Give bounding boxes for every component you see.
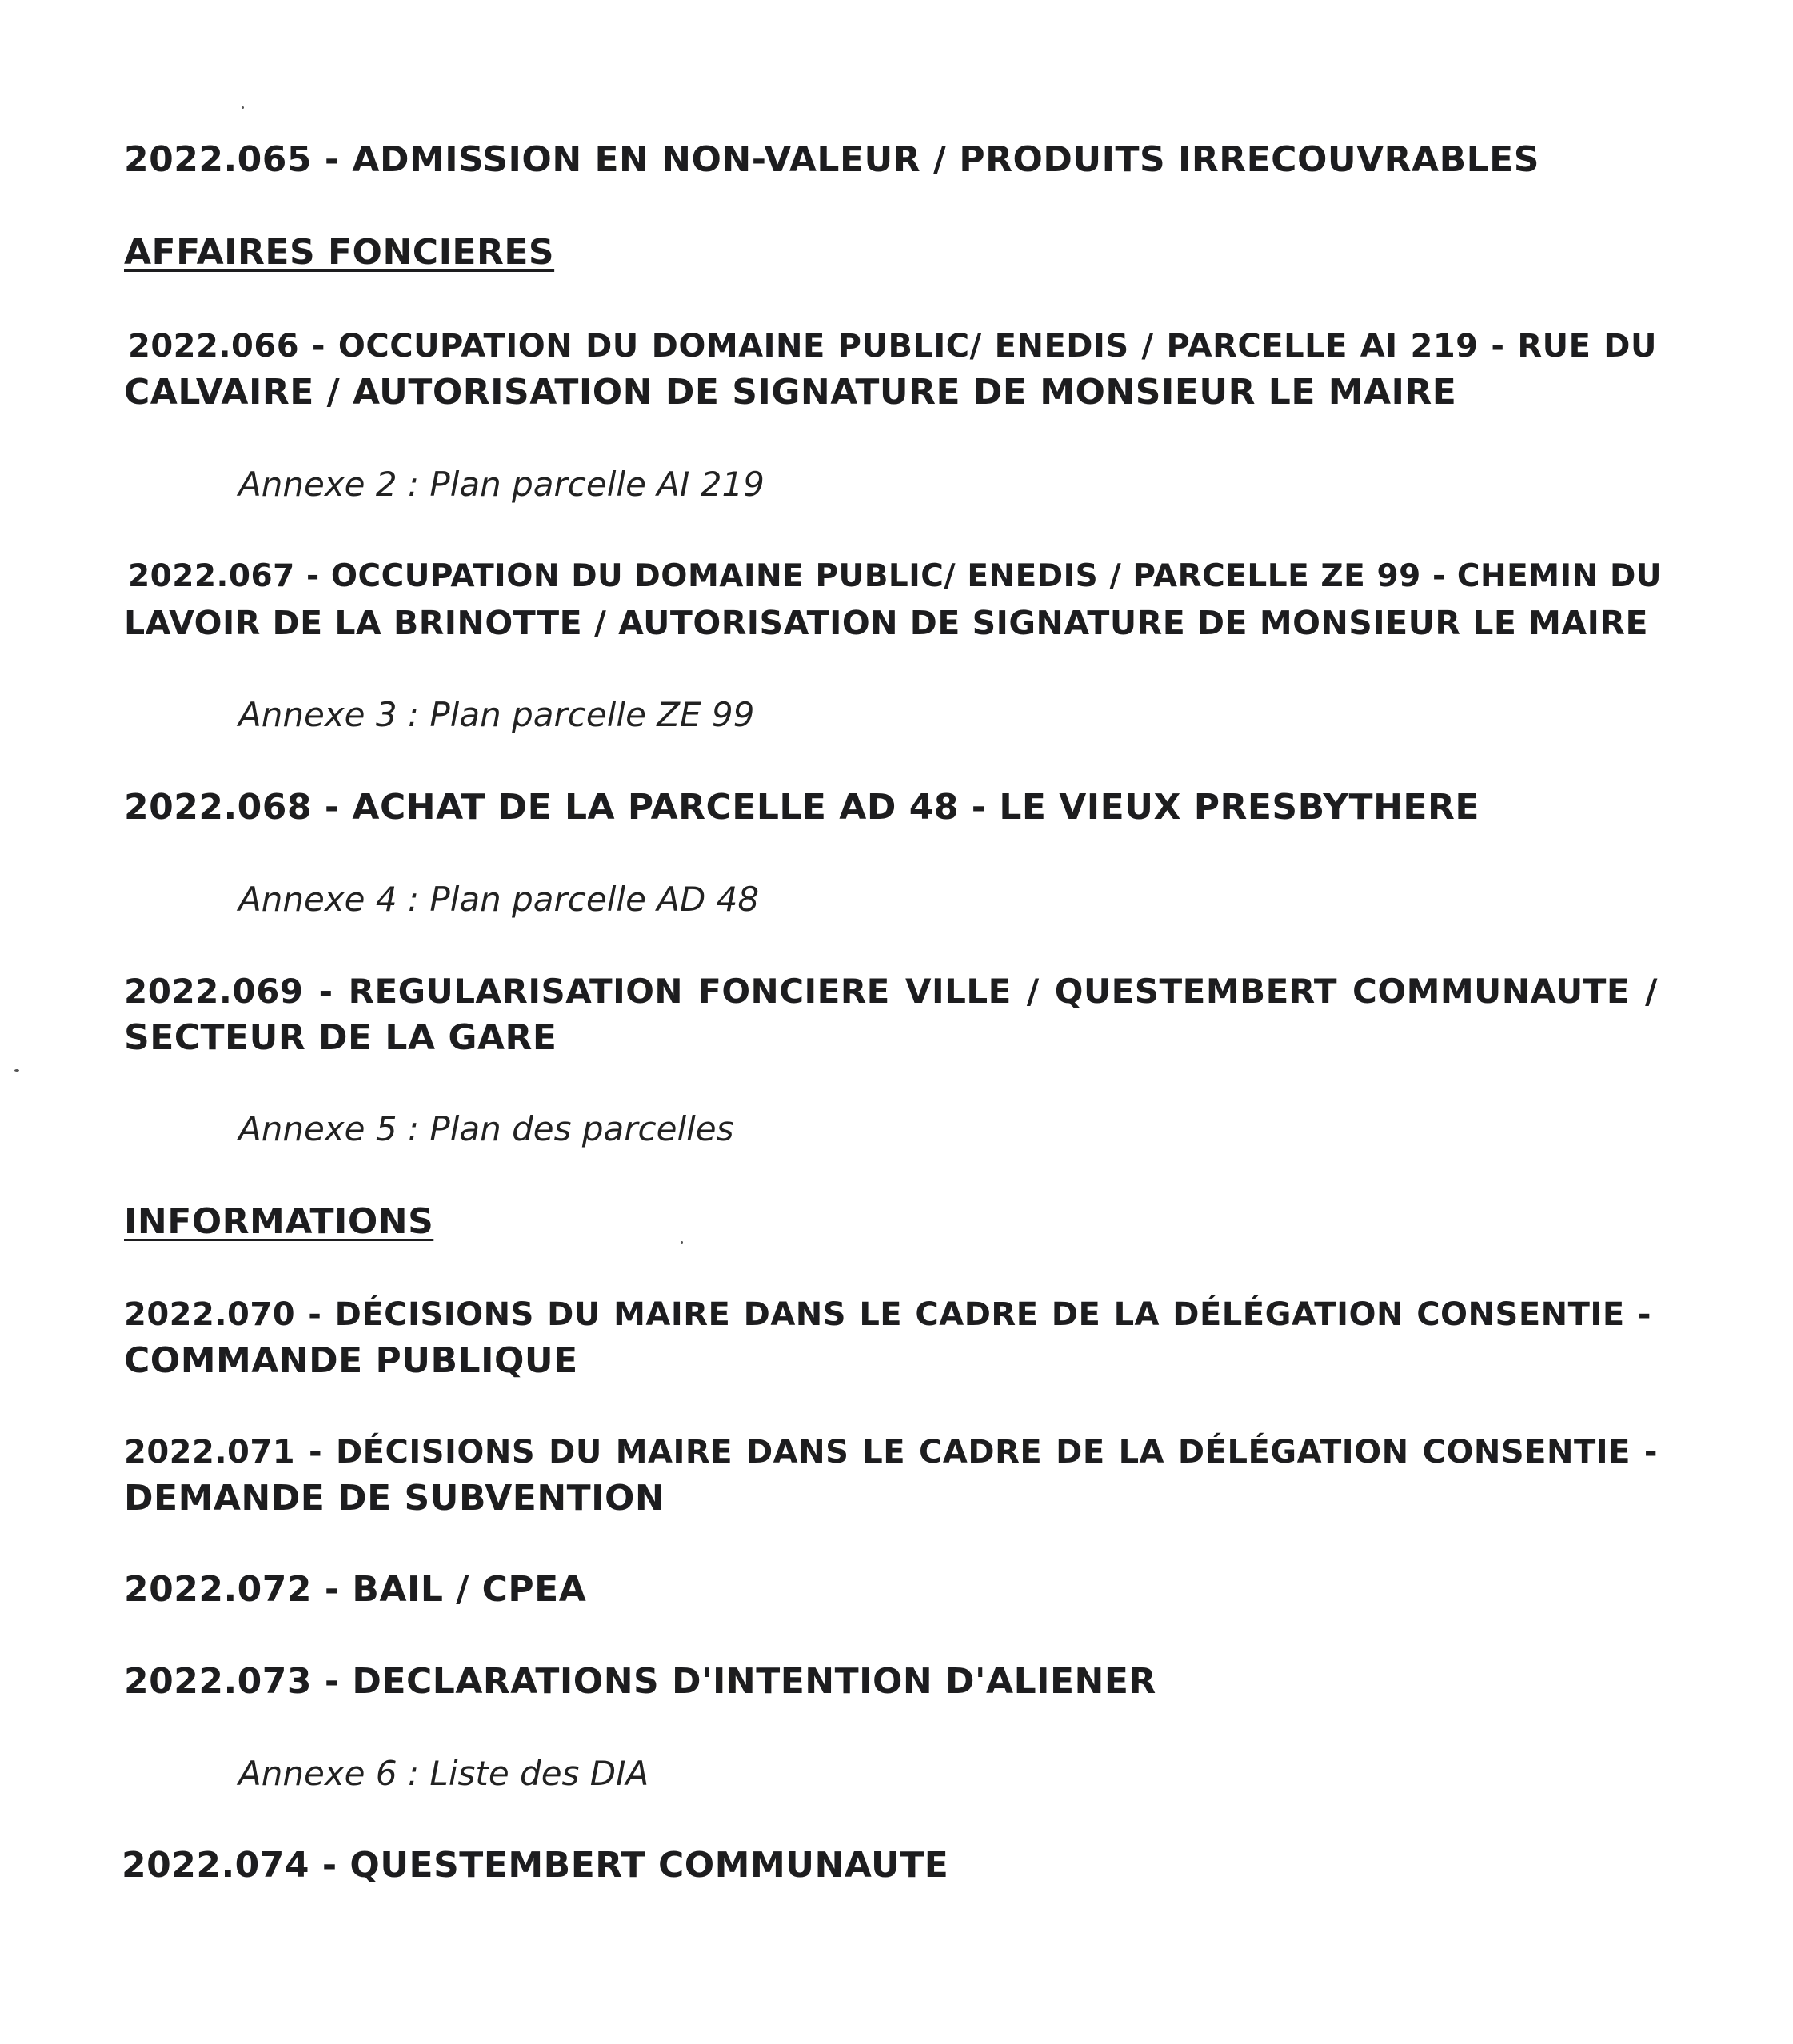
item-2022-067-line2: LAVOIR DE LA BRINOTTE / AUTORISATION DE SIGNATURE DE MONSIEUR LE MAIRE bbox=[124, 604, 1648, 642]
annex-2: Annexe 2 : Plan parcelle AI 219 bbox=[238, 465, 765, 504]
scan-speck bbox=[14, 1069, 19, 1072]
annex-3: Annexe 3 : Plan parcelle ZE 99 bbox=[238, 695, 755, 734]
scan-speck bbox=[242, 106, 244, 109]
item-2022-066-line2: CALVAIRE / AUTORISATION DE SIGNATURE DE MONSIEUR LE MAIRE bbox=[124, 372, 1457, 413]
item-2022-072: 2022.072 - BAIL / CPEA bbox=[124, 1569, 587, 1610]
item-2022-070-line2: COMMANDE PUBLIQUE bbox=[124, 1340, 578, 1381]
item-2022-074: 2022.074 - QUESTEMBERT COMMUNAUTE bbox=[122, 1845, 949, 1886]
item-2022-073: 2022.073 - DECLARATIONS D'INTENTION D'ALIENER bbox=[124, 1661, 1156, 1702]
section-heading-informations: INFORMATIONS bbox=[124, 1201, 434, 1242]
annex-4: Annexe 4 : Plan parcelle AD 48 bbox=[238, 880, 760, 919]
item-2022-069-line2: SECTEUR DE LA GARE bbox=[124, 1017, 557, 1058]
annex-5: Annexe 5 : Plan des parcelles bbox=[238, 1109, 734, 1148]
item-2022-069-line1: 2022.069 - REGULARISATION FONCIERE VILLE / QUESTEMBERT COMMUNAUTE / bbox=[124, 972, 1658, 1011]
item-2022-071-line1: 2022.071 - DÉCISIONS DU MAIRE DANS LE CADRE DE LA DÉLÉGATION CONSENTIE - bbox=[124, 1434, 1658, 1471]
item-2022-071-line2: DEMANDE DE SUBVENTION bbox=[124, 1478, 665, 1519]
item-2022-070-line1: 2022.070 - DÉCISIONS DU MAIRE DANS LE CADRE DE LA DÉLÉGATION CONSENTIE - bbox=[124, 1296, 1651, 1333]
item-2022-067-line1: 2022.067 - OCCUPATION DU DOMAINE PUBLIC/ ENEDIS / PARCELLE ZE 99 - CHEMIN DU bbox=[128, 558, 1662, 594]
section-heading-affaires-foncieres: AFFAIRES FONCIERES bbox=[124, 232, 555, 273]
item-2022-068: 2022.068 - ACHAT DE LA PARCELLE AD 48 - LE VIEUX PRESBYTHERE bbox=[124, 787, 1480, 828]
item-2022-065: 2022.065 - ADMISSION EN NON-VALEUR / PRODUITS IRRECOUVRABLES bbox=[124, 139, 1539, 180]
scan-speck bbox=[681, 1241, 683, 1244]
item-2022-066-line1: 2022.066 - OCCUPATION DU DOMAINE PUBLIC/ ENEDIS / PARCELLE AI 219 - RUE DU bbox=[128, 328, 1657, 365]
annex-6: Annexe 6 : Liste des DIA bbox=[238, 1754, 649, 1793]
